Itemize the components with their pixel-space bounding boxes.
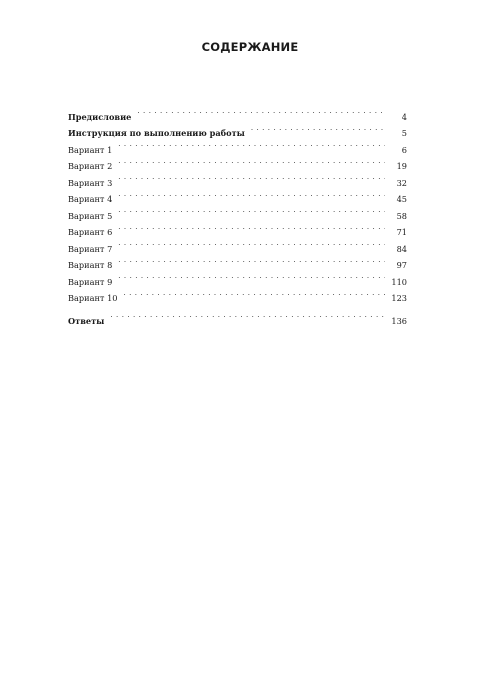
toc-entry-variant-3[interactable] [68,169,407,186]
toc-entry-label: Вариант 10 [68,293,118,303]
toc-leader-dots [118,169,385,186]
toc-entry-label: Вариант 8 [68,260,113,270]
toc-entry-label: Вариант 6 [68,227,113,237]
toc-entry-variant-4[interactable] [68,186,407,203]
toc-leader-dots [251,120,385,137]
toc-entry-label: Предисловие [68,111,132,122]
toc-entry-page: 84 [396,243,407,254]
toc-entry-page: 19 [396,161,407,171]
toc-entry-label: Вариант 7 [68,243,113,254]
toc-entry-variant-9[interactable] [68,268,407,285]
table-of-contents [68,103,407,324]
toc-entry-page: 97 [396,260,407,270]
toc-entry-variant-2[interactable] [68,153,407,170]
toc-leader-dots [124,285,386,302]
toc-entry-label: Ответы [68,315,105,326]
toc-leader-dots [118,202,385,219]
toc-entry-label: Вариант 1 [68,144,113,155]
toc-leader-dots [118,136,385,153]
toc-leader-dots [118,219,385,236]
toc-entry-label: Вариант 5 [68,210,113,221]
toc-entry-label: Инструкция по выполнению работы [68,128,245,138]
toc-entry-page: 110 [391,276,407,287]
toc-leader-dots [118,235,385,252]
toc-entry-variant-5[interactable] [68,202,407,219]
page-title: СОДЕРЖАНИЕ [201,40,299,54]
toc-leader-dots [110,307,385,324]
toc-entry-variant-7[interactable] [68,235,407,252]
toc-entry-variant-6[interactable] [68,219,407,236]
toc-entry-page: 6 [401,144,407,155]
toc-entry-label: Вариант 2 [68,161,113,171]
toc-leader-dots [118,252,385,269]
toc-entry-page: 4 [401,111,407,122]
toc-entry-label: Вариант 9 [68,276,113,287]
toc-entry-preface[interactable] [68,103,407,120]
toc-leader-dots [137,103,385,120]
toc-entry-page: 5 [401,128,407,138]
toc-leader-dots [118,268,385,285]
toc-leader-dots [118,186,385,203]
toc-entry-page: 123 [391,293,407,303]
toc-entry-page: 32 [396,177,407,188]
toc-entry-page: 71 [396,227,407,237]
toc-entry-answers[interactable] [68,307,407,324]
toc-entry-page: 136 [391,315,407,326]
toc-entry-page: 58 [396,210,407,221]
toc-entry-label: Вариант 4 [68,194,113,204]
toc-entry-page: 45 [396,194,407,204]
toc-entry-label: Вариант 3 [68,177,113,188]
toc-entry-variant-10[interactable] [68,285,407,302]
toc-leader-dots [118,153,385,170]
toc-entry-variant-1[interactable] [68,136,407,153]
toc-entry-variant-8[interactable] [68,252,407,269]
